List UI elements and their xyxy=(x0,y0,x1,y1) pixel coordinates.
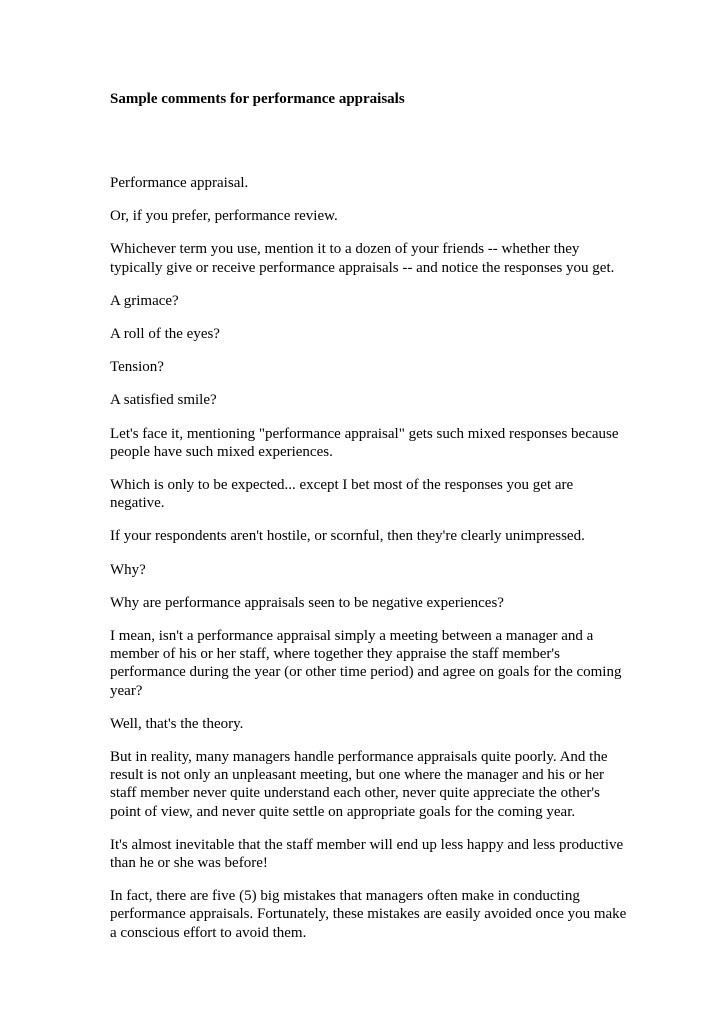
paragraph-line: A roll of the eyes? xyxy=(110,326,220,343)
paragraph-line: people have such mixed experiences. xyxy=(110,443,333,460)
paragraph xyxy=(110,358,630,376)
paragraph xyxy=(110,594,630,612)
paragraph-line: In fact, there are five (5) big mistakes that managers often make in conducting xyxy=(110,888,580,905)
paragraph xyxy=(110,527,630,545)
paragraph xyxy=(110,425,630,461)
paragraph-line: member of his or her staff, where together they appraise the staff member's xyxy=(110,646,560,663)
paragraph-line: Why are performance appraisals seen to be negative experiences? xyxy=(110,594,504,611)
paragraph-line: A satisfied smile? xyxy=(110,392,217,409)
paragraph-line: point of view, and never quite settle on appropriate goals for the coming year. xyxy=(110,803,576,820)
paragraph-line: I mean, isn't a performance appraisal simply a meeting between a manager and a xyxy=(110,628,594,645)
paragraph-line: staff member never quite understand each other, never quite appreciate the other's xyxy=(110,785,600,802)
paragraph-line: performance during the year (or other time period) and agree on goals for the coming xyxy=(110,664,622,681)
document-title: Sample comments for performance appraisals xyxy=(110,91,405,107)
paragraph xyxy=(110,836,630,872)
paragraph xyxy=(110,292,630,310)
paragraph xyxy=(110,325,630,343)
paragraph xyxy=(110,240,630,276)
paragraph-line: performance appraisals. Fortunately, these mistakes are easily avoided once you make xyxy=(110,906,627,923)
paragraph xyxy=(110,561,630,579)
paragraph xyxy=(110,391,630,409)
paragraph xyxy=(110,748,630,821)
paragraph xyxy=(110,207,630,225)
paragraph-line: If your respondents aren't hostile, or scornful, then they're clearly unimpressed. xyxy=(110,528,585,545)
paragraph xyxy=(110,715,630,733)
paragraph-line: typically give or receive performance appraisals -- and notice the responses you get. xyxy=(110,259,615,276)
document-body xyxy=(110,174,630,957)
paragraph-line: a conscious effort to avoid them. xyxy=(110,924,307,941)
paragraph-line: Tension? xyxy=(110,359,164,376)
paragraph-line: Well, that's the theory. xyxy=(110,715,244,732)
paragraph xyxy=(110,887,630,942)
paragraph-line: Or, if you prefer, performance review. xyxy=(110,208,338,225)
paragraph-line: A grimace? xyxy=(110,292,179,309)
paragraph-line: Which is only to be expected... except I bet most of the responses you get are xyxy=(110,477,574,494)
paragraph-line: negative. xyxy=(110,495,165,512)
paragraph-line: But in reality, many managers handle performance appraisals quite poorly. And the xyxy=(110,749,608,766)
paragraph-line: Performance appraisal. xyxy=(110,175,249,191)
paragraph-line: Why? xyxy=(110,561,146,578)
paragraph-line: year? xyxy=(110,682,143,699)
paragraph xyxy=(110,627,630,700)
paragraph xyxy=(110,174,630,192)
paragraph-line: than he or she was before! xyxy=(110,855,268,872)
paragraph-line: result is not only an unpleasant meeting, but one where the manager and his or her xyxy=(110,767,605,784)
paragraph-line: Let's face it, mentioning "performance appraisal" gets such mixed responses because xyxy=(110,425,619,442)
paragraph-line: It's almost inevitable that the staff member will end up less happy and less productive xyxy=(110,836,624,853)
paragraph xyxy=(110,476,630,512)
paragraph-line: Whichever term you use, mention it to a dozen of your friends -- whether they xyxy=(110,241,580,258)
